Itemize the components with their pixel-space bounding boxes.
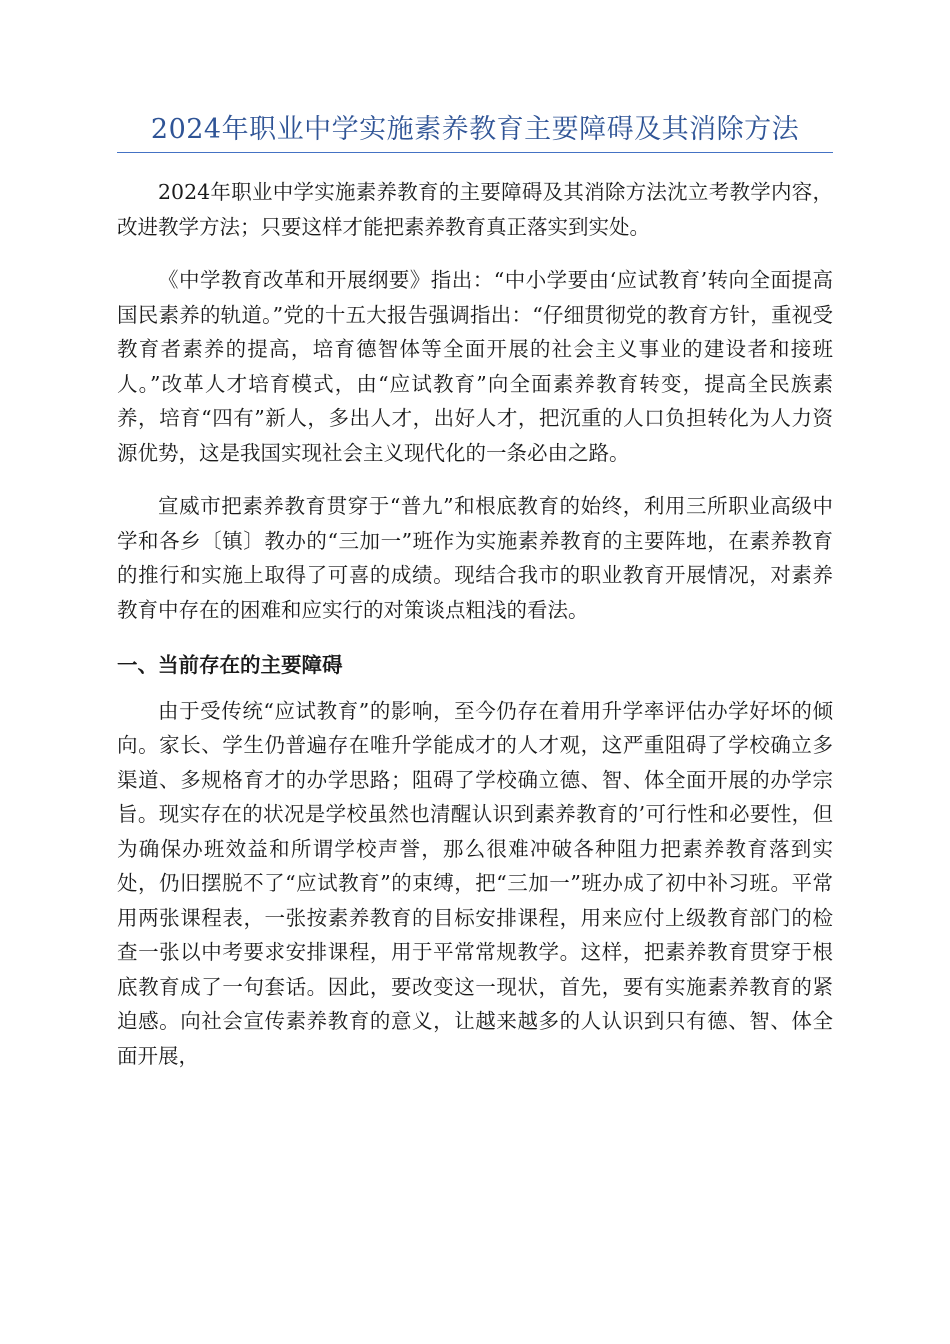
document-title: 2024年职业中学实施素养教育主要障碍及其消除方法 xyxy=(117,112,833,153)
paragraph-xuanwei: 宣威市把素养教育贯穿于“普九”和根底教育的始终，利用三所职业高级中学和各乡〔镇〕教办的“三加一”班作为实施素养教育的主要阵地，在素养教育的推行和实施上取得了可喜的成绩。现结合我市的职业教育开展情况，对素养教育中存在的困难和应实行的对策谈点粗浅的看法。 xyxy=(117,494,833,622)
paragraph-intro: 2024年职业中学实施素养教育的主要障碍及其消除方法沈立考教学内容，改进教学方法；只要这样才能把素养教育真正落实到实处。 xyxy=(117,180,833,239)
paragraph-obstacles: 由于受传统“应试教育”的影响，至今仍存在着用升学率评估办学好坏的倾向。家长、学生仍普遍存在唯升学能成才的人才观，这严重阻碍了学校确立多渠道、多规格育才的办学思路；阻碍了学校确立德、智、体全面开展的办学宗旨。现实存在的状况是学校虽然也清醒认识到素养教育的’可行性和必要性，但为确保办班效益和所谓学校声誉，那么很难冲破各种阻力把素养教育落到实处，仍旧摆脱不了“应试教育”的束缚，把“三加一”班办成了初中补习班。平常用两张课程表，一张按素养教育的目标安排课程，用来应付上级教育部门的检查一张以中考要求安排课程，用于平常常规教学。这样，把素养教育贯穿于根底教育成了一句套话。因此，要改变这一现状，首先，要有实施素养教育的紧迫感。向社会宣传素养教育的意义，让越来越多的人认识到只有德、智、体全面开展， xyxy=(117,698,833,1068)
section-heading: 一、当前存在的主要障碍 xyxy=(117,653,343,677)
document-page xyxy=(117,112,833,1073)
paragraph-policy: 《中学教育改革和开展纲要》指出：“中小学要由‘应试教育’转向全面提高国民素养的轨道。”党的十五大报告强调指出：“仔细贯彻党的教育方针，重视受教育者素养的提高，培育德智体等全面开展的社会主义事业的建设者和接班人。”改革人才培育模式，由“应试教育”向全面素养教育转变，提高全民族素养，培育“四有”新人，多出人才，出好人才，把沉重的人口负担转化为人力资源优势，这是我国实现社会主义现代化的一条必由之路。 xyxy=(117,268,833,465)
